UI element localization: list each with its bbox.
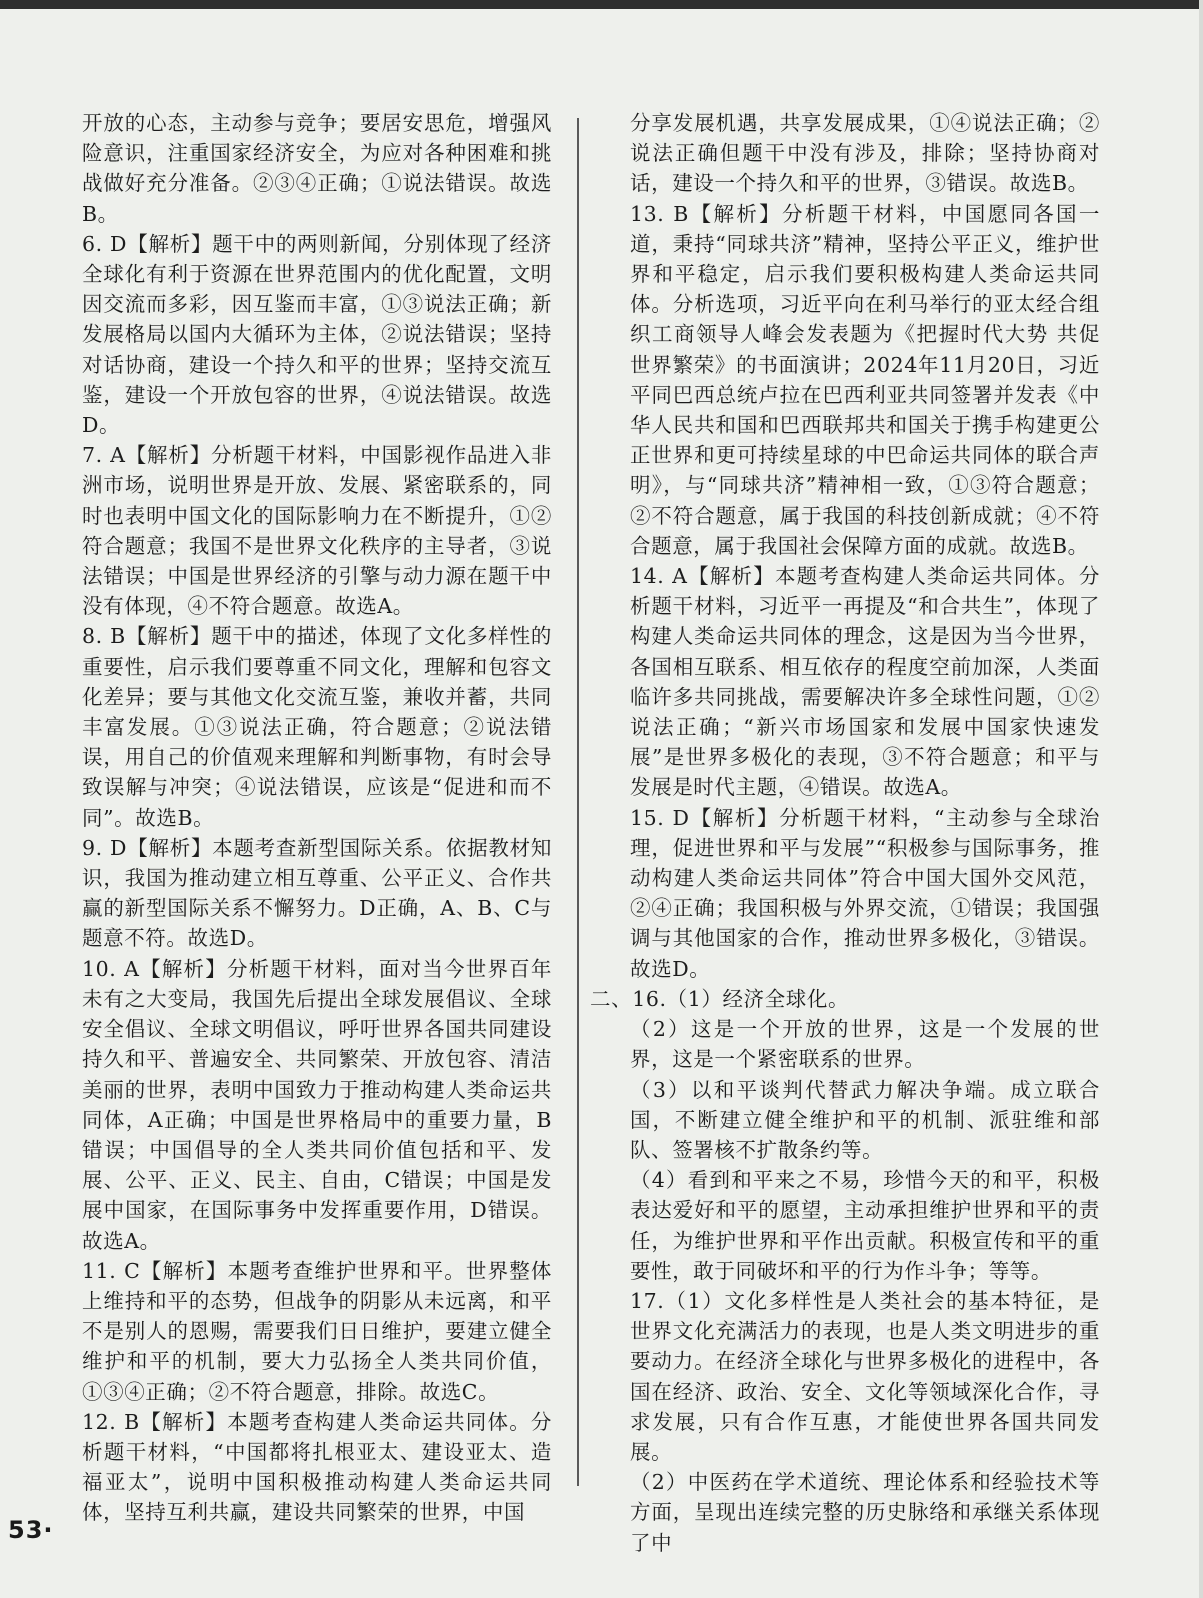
answer-16-part-1: 二、16.（1）经济全球化。 — [590, 986, 850, 1011]
answer-9: 9. D【解析】本题考查新型国际关系。依据教材知识，我国为推动建立相互尊重、公平正义、合作共赢的新型国际关系不懈努力。D正确，A、B、C与题意不符。故选D。 — [82, 835, 552, 951]
answer-16-part-2: （2）这是一个开放的世界，这是一个发展的世界，这是一个紧密联系的世界。 — [630, 1017, 1100, 1072]
answer-7: 7. A【解析】分析题干材料，中国影视作品进入非洲市场，说明世界是开放、发展、紧密联系的，同时也表明中国文化的国际影响力在不断提升，①②符合题意；我国不是世界文化秩序的主导者，③说法错误；中国是世界经济的引擎与动力源在题干中没有体现，④不符合题意。故选A。 — [82, 443, 552, 619]
answer-12-continuation: 分享发展机遇，共享发展成果，①④说法正确；②说法正确但题干中没有涉及，排除；坚持协商对话，建设一个持久和平的世界，③错误。故选B。 — [630, 111, 1100, 196]
page-number: 53· — [8, 1516, 54, 1544]
answer-17-part-1: 17.（1）文化多样性是人类社会的基本特征，是世界文化充满活力的表现，也是人类文明进步的重要动力。在经济全球化与世界多极化的进程中，各国在经济、政治、安全、文化等领域深化合作，寻求发展，只有合作互惠，才能使世界各国共同发展。 — [630, 1288, 1100, 1464]
answer-14: 14. A【解析】本题考查构建人类命运共同体。分析题干材料，习近平一再提及“和合共生”，体现了构建人类命运共同体的理念，这是因为当今世界，各国相互联系、相互依存的程度空前加深，人类面临许多共同挑战，需要解决许多全球性问题，①②说法正确；“新兴市场国家和发展中国家快速发展”是世界多极化的表现，③不符合题意；和平与发展是时代主题，④错误。故选A。 — [630, 564, 1100, 800]
answer-16-part-4: （4）看到和平来之不易，珍惜今天的和平，积极表达爱好和平的愿望，主动承担维护世界和平的责任，为维护世界和平作出贡献。积极宣传和平的重要性，敢于同破坏和平的行为作斗争；等等。 — [630, 1168, 1100, 1283]
scan-right-edge — [1199, 0, 1203, 1598]
answer-10: 10. A【解析】分析题干材料，面对当今世界百年未有之大变局，我国先后提出全球发展倡议、全球安全倡议、全球文明倡议，呼吁世界各国共同建设持久和平、普遍安全、共同繁荣、开放包容、清洁美丽的世界，表明中国致力于推动构建人类命运共同体，A正确；中国是世界格局中的重要力量，B错误；中国倡导的全人类共同价值包括和平、发展、公平、正义、民主、自由，C错误；中国是发展中国家，在国际事务中发挥重要作用，D错误。故选A。 — [82, 956, 552, 1253]
answer-12: 12. B【解析】本题考查构建人类命运共同体。分析题干材料，“中国都将扎根亚太、建设亚太、造福亚太”，说明中国积极推动构建人类命运共同体，坚持互利共赢，建设共同繁荣的世界，中国 — [82, 1409, 552, 1525]
answer-15: 15. D【解析】分析题干材料，“主动参与全球治理，促进世界和平与发展”“积极参与国际事务，推动构建人类命运共同体”符合中国大国外交风范，②④正确；我国积极与外界交流，①错误；我国强调与其他国家的合作，推动世界多极化，③错误。故选D。 — [630, 805, 1100, 981]
answer-11: 11. C【解析】本题考查维护世界和平。世界整体上维持和平的态势，但战争的阴影从未远离，和平不是别人的恩赐，需要我们日日维护，要建立健全维护和平的机制，要大力弘扬全人类共同价值，①③④正确；②不符合题意，排除。故选C。 — [82, 1258, 552, 1404]
answer-13: 13. B【解析】分析题干材料，中国愿同各国一道，秉持“同球共济”精神，坚持公平正义，维护世界和平稳定，启示我们要积极构建人类命运共同体。分析选项，习近平向在利马举行的亚太经合组织工商领导人峰会发表题为《把握时代大势 共促世界繁荣》的书面演讲；2024年11月20日，习近平同巴西总统卢拉在巴西利亚共同签署并发表《中华人民共和国和巴西联邦共和国关于携手构建更公正世界和更可持续星球的中巴命运共同体的联合声明》，与“同球共济”精神相一致，①③符合题意；②不符合题意，属于我国的科技创新成就；④不符合题意，属于我国社会保障方面的成就。故选B。 — [630, 201, 1100, 558]
right-column — [590, 108, 1100, 1558]
answer-6: 6. D【解析】题干中的两则新闻，分别体现了经济全球化有利于资源在世界范围内的优化配置，文明因交流而多彩，因互鉴而丰富，①③说法正确；新发展格局以国内大循环为主体，②说法错误；坚持对话协商，建设一个持久和平的世界；坚持交流互鉴，建设一个开放包容的世界，④说法错误。故选D。 — [82, 231, 552, 438]
column-divider — [577, 118, 579, 1486]
answer-8: 8. B【解析】题干中的描述，体现了文化多样性的重要性，启示我们要尊重不同文化，理解和包容文化差异；要与其他文化交流互鉴，兼收并蓄，共同丰富发展。①③说法正确，符合题意；②说法错误，用自己的价值观来理解和判断事物，有时会导致误解与冲突；④说法错误，应该是“促进和而不同”。故选B。 — [82, 624, 552, 830]
answer-16-part-3: （3）以和平谈判代替武力解决争端。成立联合国，不断建立健全维护和平的机制、派驻维和部队、签署核不扩散条约等。 — [630, 1077, 1100, 1162]
answer-continuation: 开放的心态，主动参与竞争；要居安思危，增强风险意识，注重国家经济安全，为应对各种困难和挑战做好充分准备。②③④正确；①说法错误。故选B。 — [82, 111, 552, 226]
answer-17-part-2: （2）中医药在学术道统、理论体系和经验技术等方面，呈现出连续完整的历史脉络和承继关系体现了中 — [630, 1470, 1100, 1555]
scan-top-edge — [0, 0, 1203, 9]
left-column — [82, 108, 552, 1528]
